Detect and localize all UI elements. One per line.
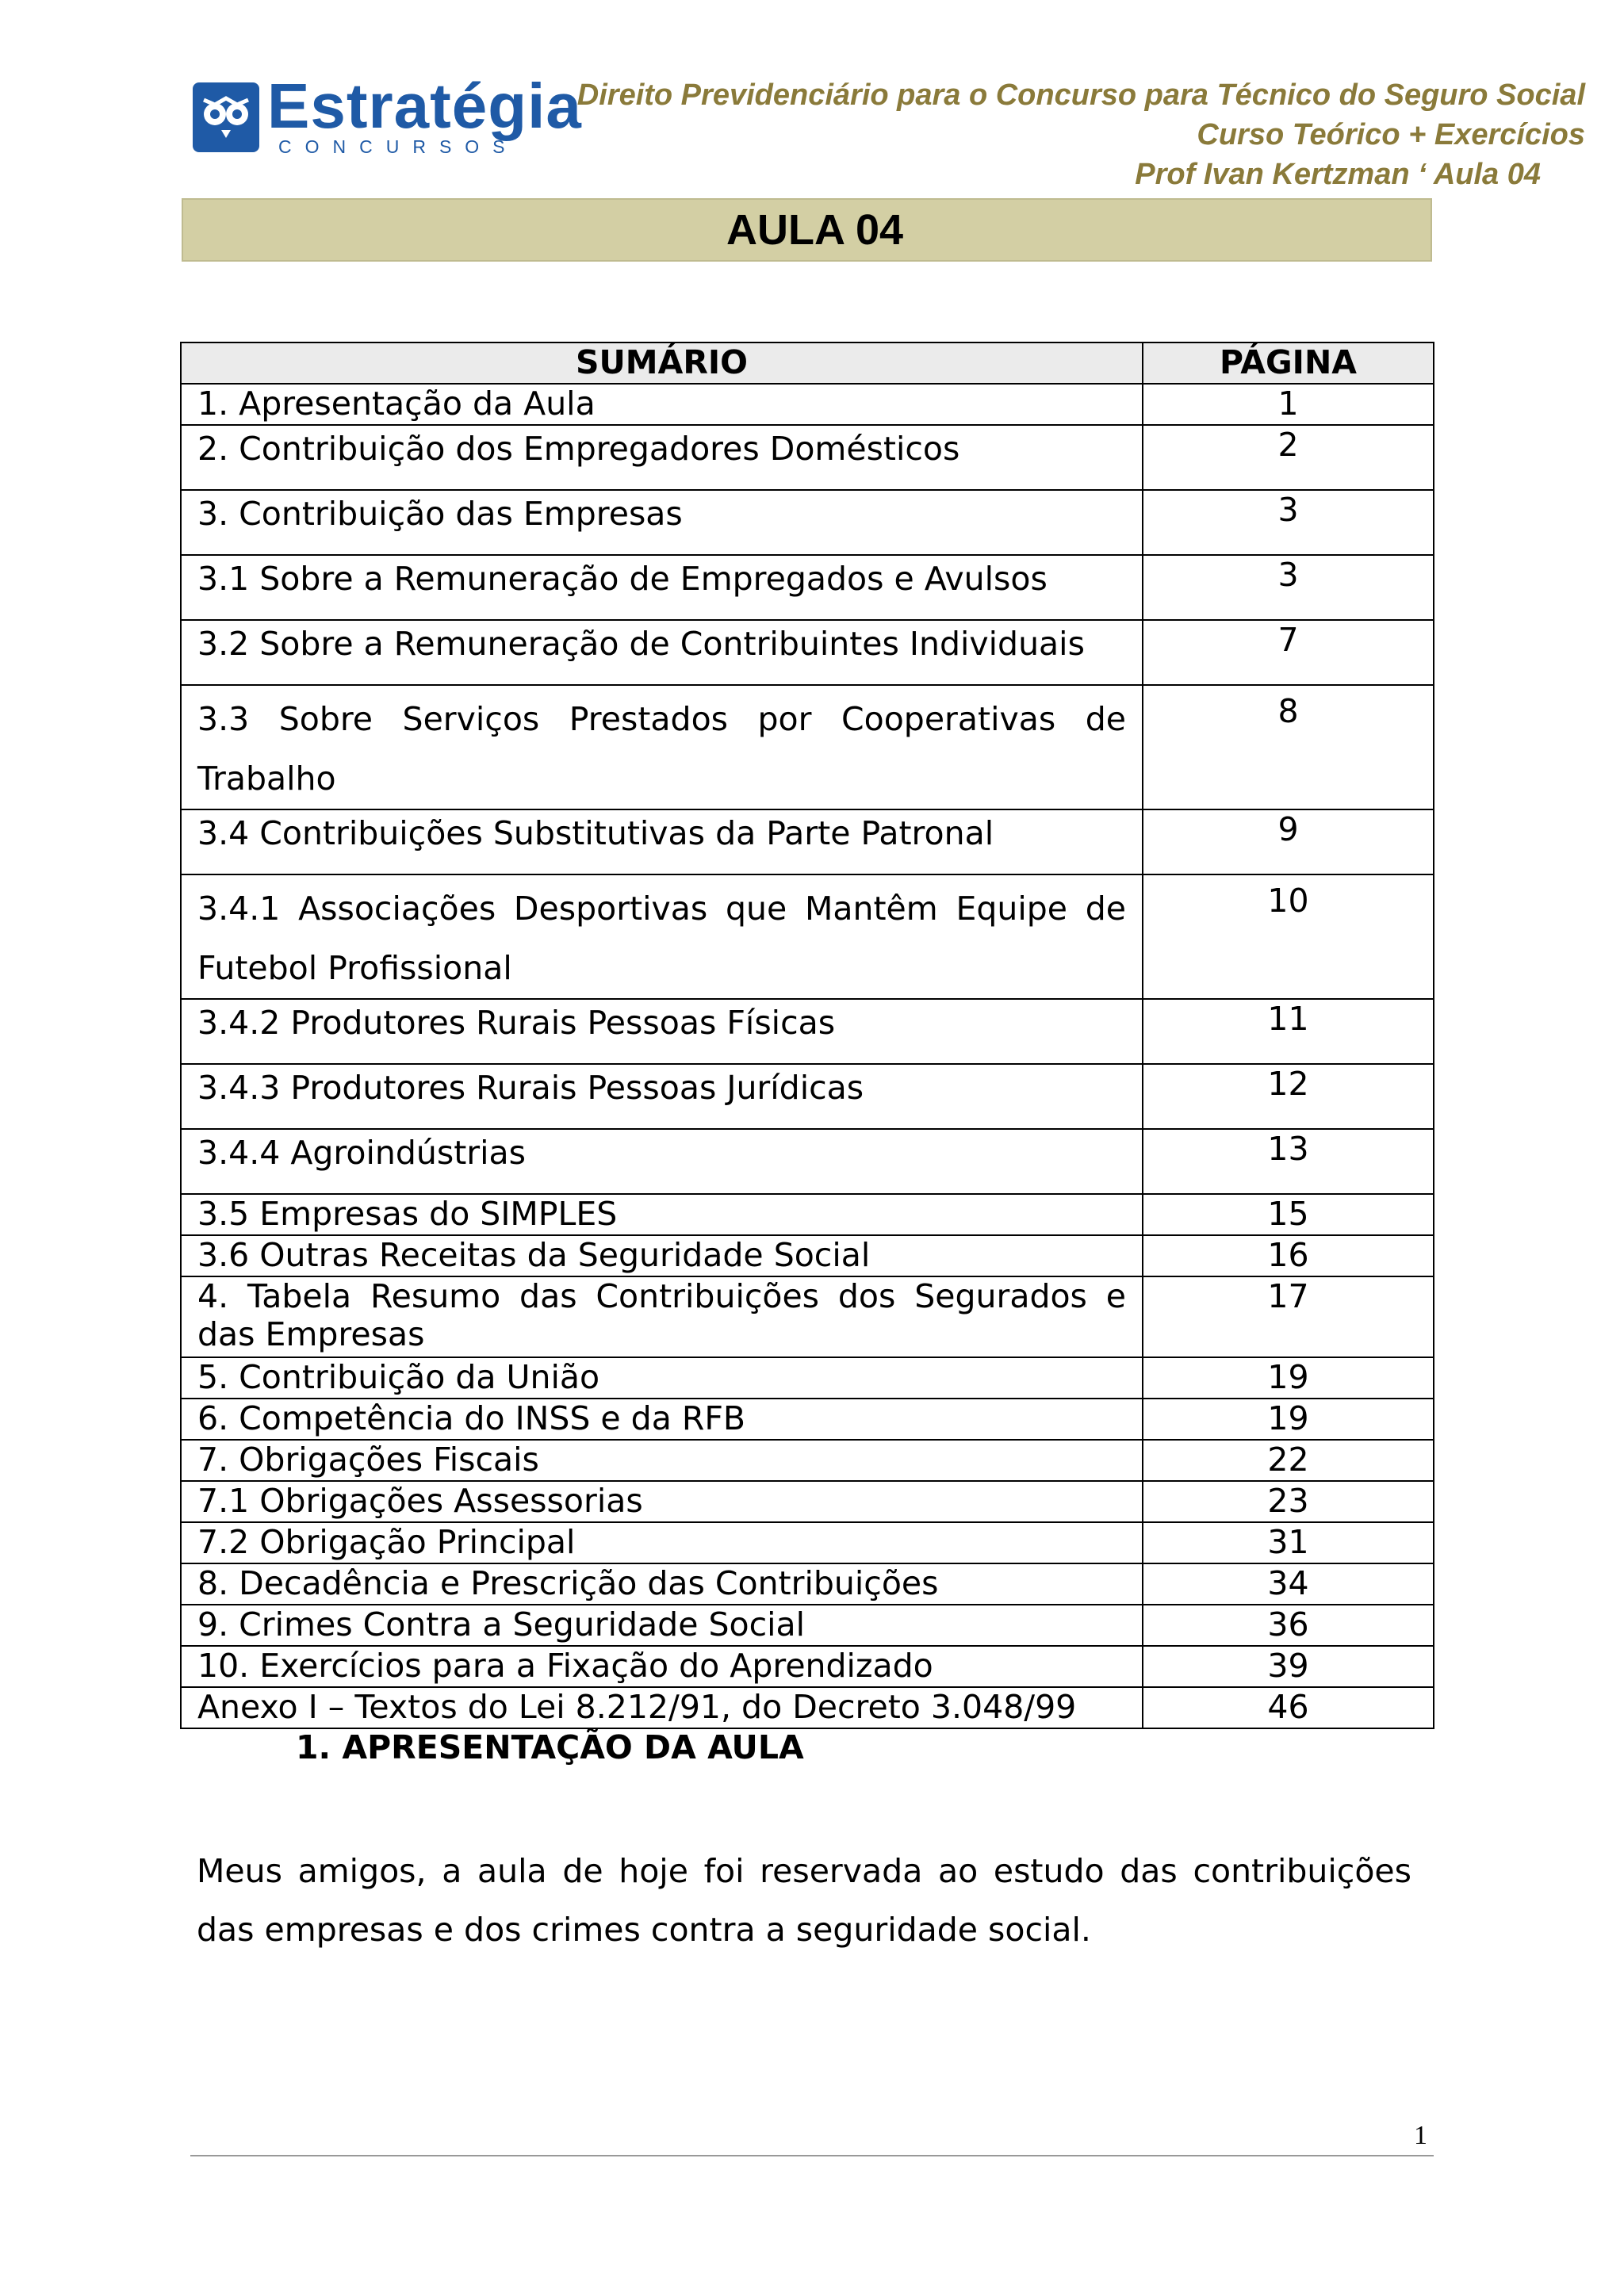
row-label: 6. Competência do INSS e da RFB: [181, 1399, 1143, 1440]
row-label: 8. Decadência e Prescrição das Contribuições: [181, 1563, 1143, 1605]
row-label: 3. Contribuição das Empresas: [181, 490, 1143, 555]
table-row: [181, 1357, 1434, 1399]
table-row: [181, 1276, 1434, 1357]
row-page: 8: [1143, 685, 1434, 809]
row-page: 1: [1143, 384, 1434, 425]
table-row: [181, 1194, 1434, 1235]
row-label: 9. Crimes Contra a Seguridade Social: [181, 1605, 1143, 1646]
row-page: 15: [1143, 1194, 1434, 1235]
logo-wordmark: Estratégia: [267, 71, 582, 141]
table-row: [181, 1440, 1434, 1481]
row-label: 3.4.3 Produtores Rurais Pessoas Jurídicas: [181, 1064, 1143, 1129]
row-page: 16: [1143, 1235, 1434, 1276]
table-row: [181, 1646, 1434, 1687]
row-label: 3.2 Sobre a Remuneração de Contribuintes Individuais: [181, 620, 1143, 685]
footer-divider: [190, 2155, 1434, 2156]
row-page: 23: [1143, 1481, 1434, 1522]
table-row: [181, 1563, 1434, 1605]
table-row: [181, 1064, 1434, 1129]
row-page: 2: [1143, 425, 1434, 490]
lesson-title: AULA 04: [726, 206, 904, 254]
header-course-type: Curso Teórico + Exercícios: [1197, 118, 1585, 151]
row-page: 19: [1143, 1357, 1434, 1399]
table-row: [181, 1605, 1434, 1646]
row-label: 7.1 Obrigações Assessorias: [181, 1481, 1143, 1522]
intro-paragraph: Meus amigos, a aula de hoje foi reservada ao estudo das contribuições das empresas e dos crimes contra a seguridade social.: [197, 1852, 1411, 1949]
table-row: [181, 1399, 1434, 1440]
row-label: 7.2 Obrigação Principal: [181, 1522, 1143, 1563]
row-label: 2. Contribuição dos Empregadores Domésticos: [181, 425, 1143, 490]
section-heading: 1. APRESENTAÇÃO DA AULA: [296, 1728, 804, 1766]
table-row: [181, 620, 1434, 685]
table-header-row: [181, 342, 1434, 384]
row-label: 3.1 Sobre a Remuneração de Empregados e Avulsos: [181, 555, 1143, 620]
running-header: [577, 75, 1585, 194]
row-label: 1. Apresentação da Aula: [181, 384, 1143, 425]
row-page: 36: [1143, 1605, 1434, 1646]
owl-logo-icon: [193, 82, 259, 152]
row-page: 9: [1143, 809, 1434, 874]
row-label: 3.3 Sobre Serviços Prestados por Cooperativas de Trabalho: [181, 685, 1143, 809]
row-page: 10: [1143, 874, 1434, 999]
estrategia-logo: [193, 71, 582, 159]
table-row: [181, 685, 1434, 809]
table-row: [181, 384, 1434, 425]
table-row: [181, 999, 1434, 1064]
page-number: 1: [1414, 2121, 1427, 2150]
header-course-title: Direito Previdenciário para o Concurso para Técnico do Seguro Social: [576, 78, 1585, 112]
row-label: 3.4.2 Produtores Rurais Pessoas Físicas: [181, 999, 1143, 1064]
table-row: [181, 1235, 1434, 1276]
table-row: [181, 1129, 1434, 1194]
row-page: 31: [1143, 1522, 1434, 1563]
row-label: 3.5 Empresas do SIMPLES: [181, 1194, 1143, 1235]
row-page: 13: [1143, 1129, 1434, 1194]
table-row: [181, 555, 1434, 620]
row-label: 5. Contribuição da União: [181, 1357, 1143, 1399]
table-row: [181, 490, 1434, 555]
table-row: [181, 1522, 1434, 1563]
table-row: [181, 1687, 1434, 1728]
row-page: 19: [1143, 1399, 1434, 1440]
lesson-title-bar: [182, 198, 1432, 262]
row-page: 17: [1143, 1276, 1434, 1357]
row-page: 34: [1143, 1563, 1434, 1605]
summary-table: [180, 342, 1434, 1729]
row-page: 12: [1143, 1064, 1434, 1129]
row-label: 3.4.4 Agroindústrias: [181, 1129, 1143, 1194]
row-label: 4. Tabela Resumo das Contribuições dos Segurados e das Empresas: [181, 1276, 1143, 1357]
column-header-summary: SUMÁRIO: [181, 342, 1143, 384]
row-page: 3: [1143, 555, 1434, 620]
table-row: [181, 874, 1434, 999]
row-page: 22: [1143, 1440, 1434, 1481]
table-row: [181, 1481, 1434, 1522]
row-page: 11: [1143, 999, 1434, 1064]
header-professor: Prof Ivan Kertzman ‘ Aula 04: [1135, 158, 1541, 191]
row-label: Anexo I – Textos do Lei 8.212/91, do Decreto 3.048/99: [181, 1687, 1143, 1728]
row-label: 7. Obrigações Fiscais: [181, 1440, 1143, 1481]
row-label: 10. Exercícios para a Fixação do Aprendizado: [181, 1646, 1143, 1687]
table-row: [181, 809, 1434, 874]
row-page: 3: [1143, 490, 1434, 555]
row-label: 3.4 Contribuições Substitutivas da Parte Patronal: [181, 809, 1143, 874]
row-page: 39: [1143, 1646, 1434, 1687]
table-row: [181, 425, 1434, 490]
row-label: 3.6 Outras Receitas da Seguridade Social: [181, 1235, 1143, 1276]
row-page: 46: [1143, 1687, 1434, 1728]
column-header-page: PÁGINA: [1143, 342, 1434, 384]
logo-subtitle: CONCURSOS: [278, 136, 519, 157]
row-page: 7: [1143, 620, 1434, 685]
row-label: 3.4.1 Associações Desportivas que Mantêm Equipe de Futebol Profissional: [181, 874, 1143, 999]
